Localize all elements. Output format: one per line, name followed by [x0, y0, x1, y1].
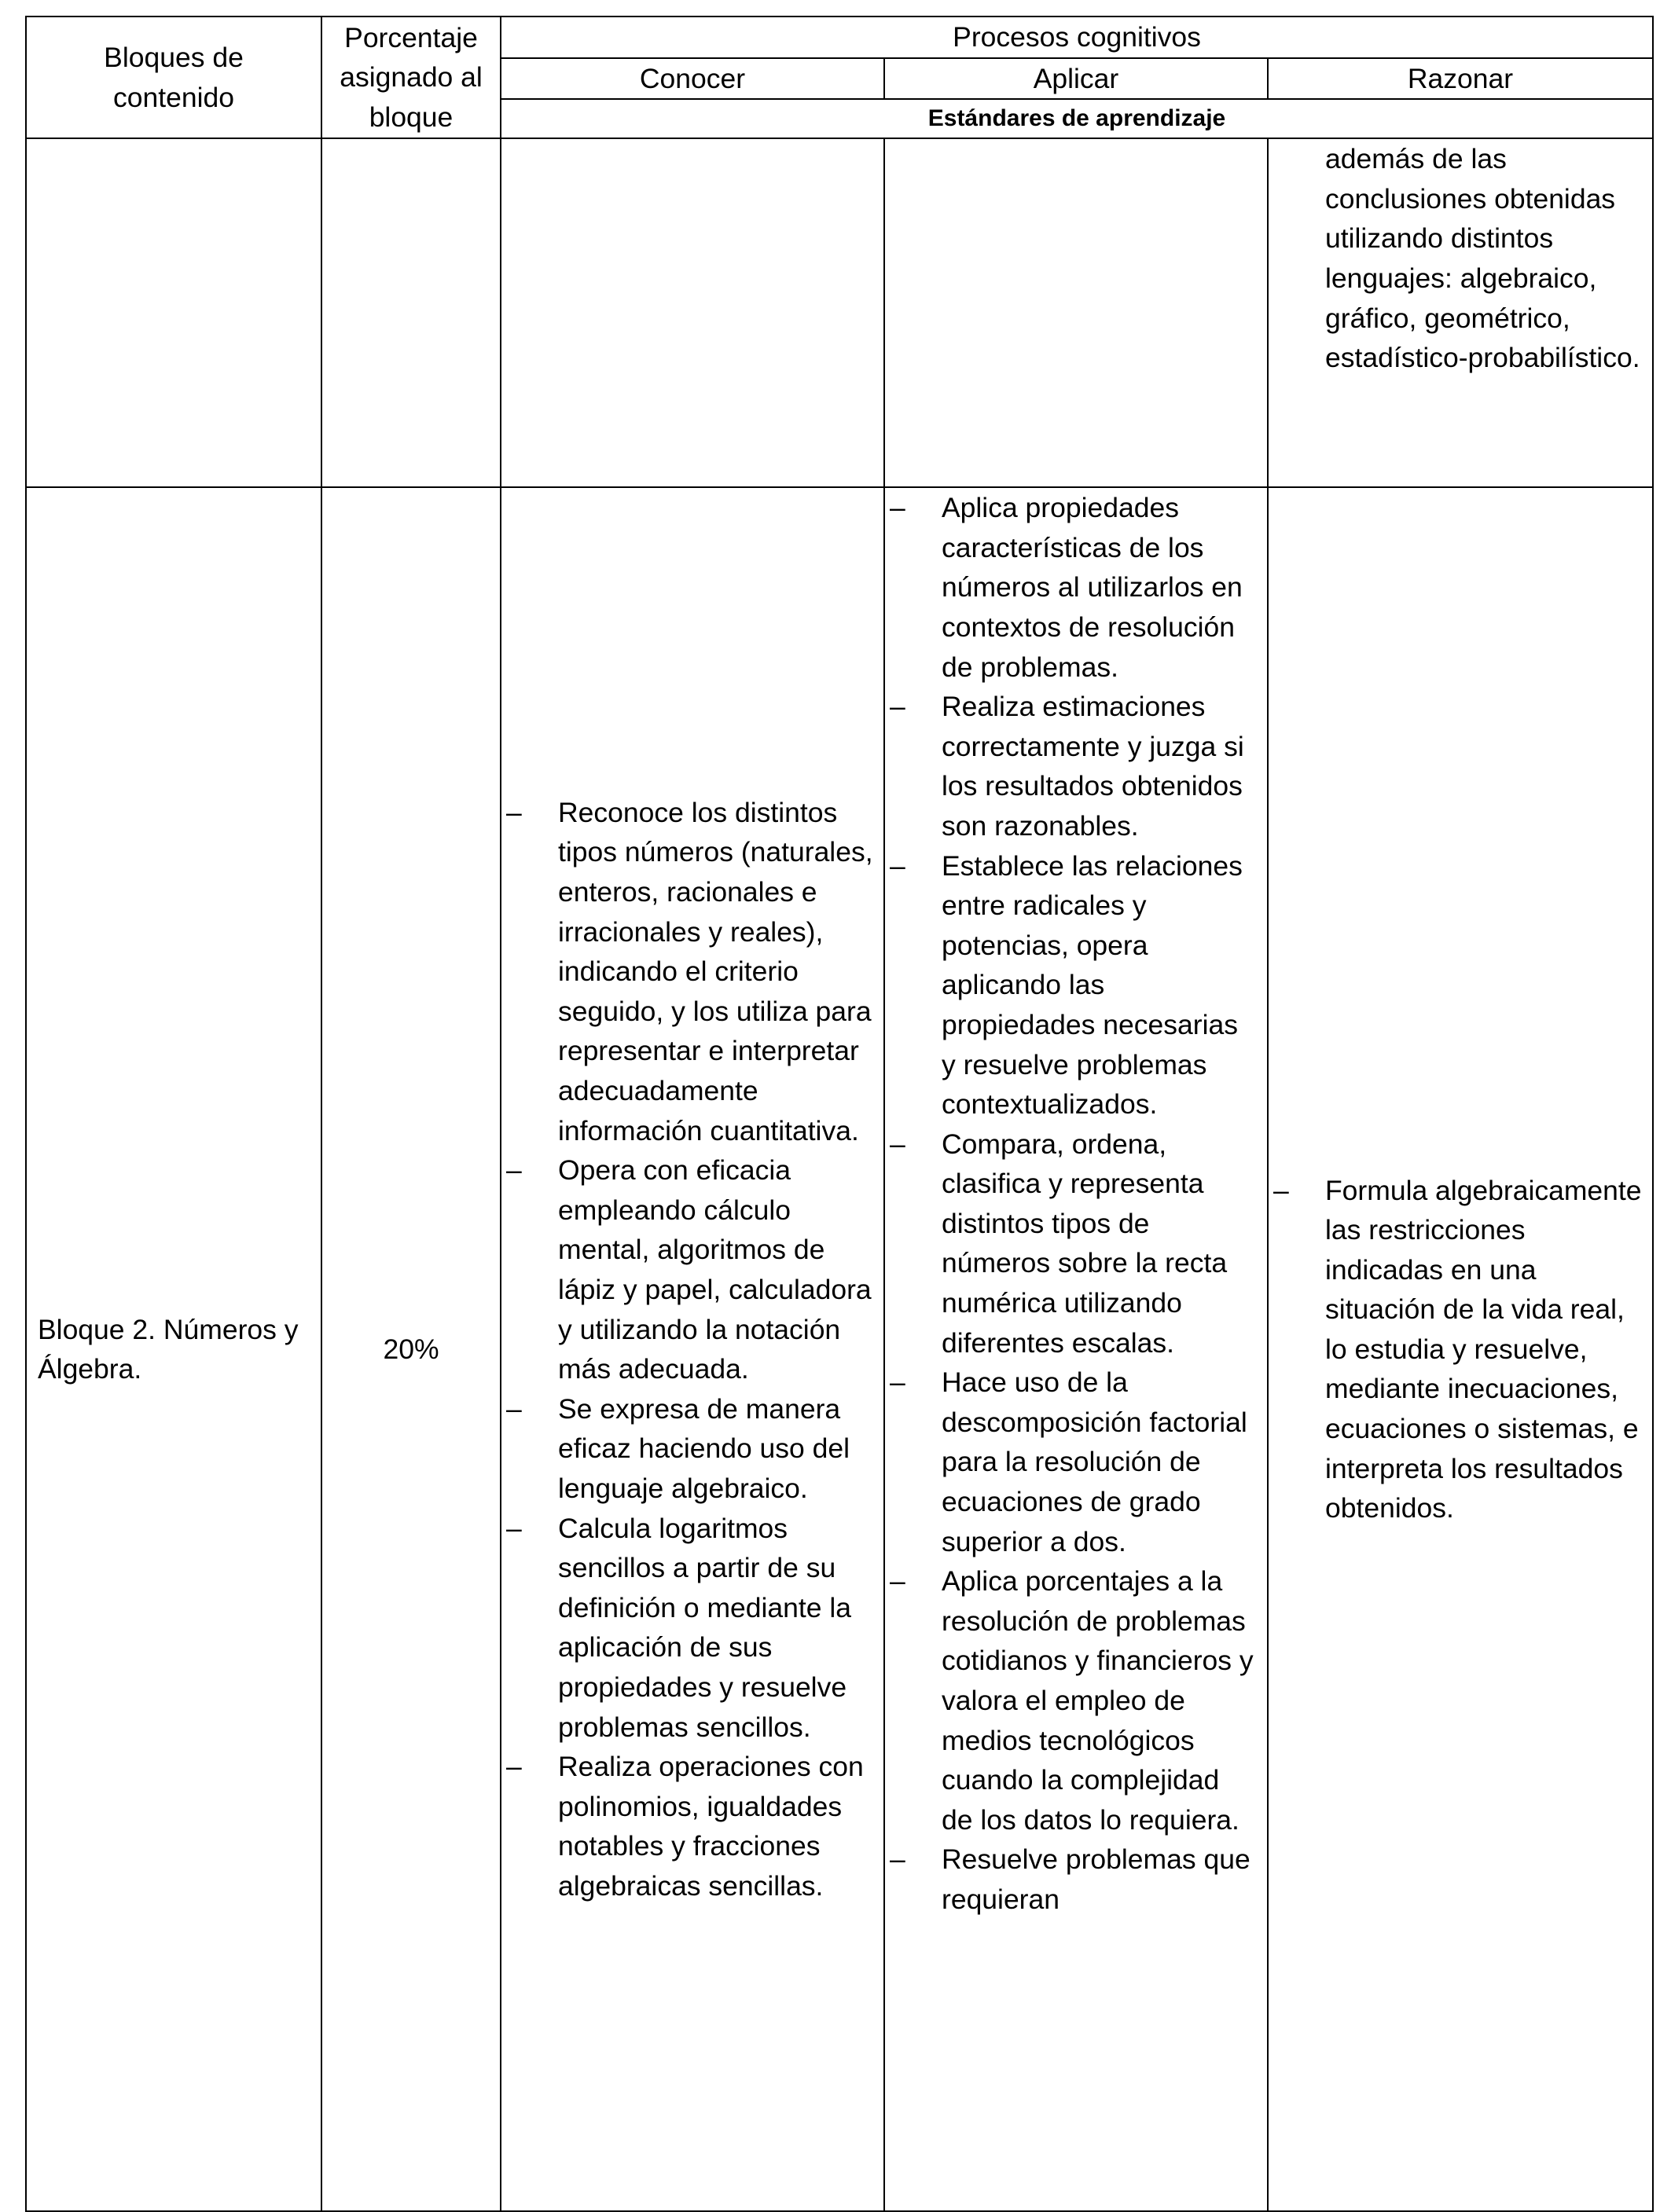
dash-icon: –	[506, 1512, 522, 1544]
dash-icon: –	[890, 691, 905, 723]
razonar-list	[1269, 1171, 1652, 1528]
header-razonar-label: Razonar	[1407, 62, 1514, 94]
aplicar-item-text: Aplica propiedades características de los números al utilizarlos en contextos de resolución de problemas.	[942, 492, 1243, 683]
bloque2-aplicar-cell	[884, 487, 1268, 2211]
aplicar-list	[885, 488, 1267, 1919]
header-row-1	[26, 17, 1653, 58]
continuation-conocer-cell	[501, 138, 884, 487]
header-bloques-label: Bloques de contenido	[104, 42, 244, 113]
bloque2-name: Bloque 2. Números y Álgebra.	[38, 1313, 299, 1385]
aplicar-item	[885, 488, 1267, 687]
aplicar-item	[885, 1840, 1267, 1919]
dash-icon: –	[506, 1392, 522, 1425]
standards-table	[25, 16, 1654, 2212]
bloque2-razonar-cell	[1268, 487, 1653, 2211]
bloque2-conocer-cell	[501, 487, 884, 2211]
conocer-item-text: Calcula logaritmos sencillos a partir de su definición o mediante la aplicación de sus propiedades y resuelve problemas sencillos.	[558, 1512, 851, 1743]
razonar-item-text: Formula algebraicamente las restricciones indicadas en una situación de la vida real, lo estudia y resuelve, mediante inecuaciones, ecuaciones o sistemas, e interpreta los resultados obtenidos.	[1325, 1174, 1642, 1524]
conocer-item	[501, 1389, 883, 1509]
bloque2-name-cell	[26, 487, 321, 2211]
aplicar-item-text: Hace uso de la descomposición factorial para la resolución de ecuaciones de grado superior a dos.	[942, 1366, 1247, 1557]
dash-icon: –	[506, 1751, 522, 1783]
bloque2-percentage: 20%	[383, 1333, 439, 1365]
header-procesos-label: Procesos cognitivos	[953, 21, 1201, 53]
dash-icon: –	[890, 492, 905, 524]
continuation-porcentaje-cell	[321, 138, 501, 487]
conocer-item	[501, 1509, 883, 1748]
conocer-item-text: Opera con eficacia empleando cálculo mental, algoritmos de lápiz y papel, calculadora y utilizando la notación más adecuada.	[558, 1154, 872, 1385]
dash-icon: –	[506, 796, 522, 828]
header-razonar	[1268, 58, 1653, 100]
conocer-item	[501, 793, 883, 1150]
aplicar-item-text: Realiza estimaciones correctamente y juzga si los resultados obtenidos son razonables.	[942, 691, 1244, 842]
dash-icon: –	[890, 1565, 905, 1598]
conocer-item-text: Se expresa de manera eficaz haciendo uso del lenguaje algebraico.	[558, 1392, 850, 1504]
header-conocer	[501, 58, 884, 100]
dash-icon: –	[890, 849, 905, 882]
header-aplicar-label: Aplicar	[1033, 62, 1119, 94]
header-estandares-label: Estándares de aprendizaje	[927, 105, 1226, 132]
razonar-item	[1269, 1171, 1652, 1528]
aplicar-item	[885, 687, 1267, 846]
dash-icon: –	[890, 1128, 905, 1160]
aplicar-item	[885, 1561, 1267, 1840]
header-porcentaje	[321, 17, 501, 138]
continuation-row	[26, 138, 1653, 487]
conocer-item	[501, 1747, 883, 1906]
dash-icon: –	[506, 1154, 522, 1187]
conocer-item-text: Reconoce los distintos tipos números (naturales, enteros, racionales e irracionales y reales), indicando el criterio seguido, y los utiliza para representar e interpretar adecuadamente información cuantitativa.	[558, 796, 873, 1146]
header-porcentaje-label: Porcentaje asignado al bloque	[340, 21, 483, 133]
dash-icon: –	[890, 1366, 905, 1399]
continuation-razonar-text: además de las conclusiones obtenidas utilizando distintos lenguajes: algebraico, gráfico, geométrico, estadístico-probabilístico.	[1325, 143, 1640, 374]
aplicar-item	[885, 1124, 1267, 1363]
continuation-bloques-cell	[26, 138, 321, 487]
conocer-item	[501, 1150, 883, 1389]
aplicar-item-text: Establece las relaciones entre radicales y potencias, opera aplicando las propiedades necesarias y resuelve problemas contextualizados.	[942, 849, 1243, 1121]
header-bloques	[26, 17, 321, 138]
aplicar-item-text: Resuelve problemas que requieran	[942, 1843, 1250, 1915]
continuation-aplicar-cell	[884, 138, 1268, 487]
header-aplicar	[884, 58, 1268, 100]
conocer-list	[501, 793, 883, 1906]
continuation-razonar-cell	[1268, 138, 1653, 487]
dash-icon: –	[1273, 1174, 1289, 1206]
aplicar-item-text: Aplica porcentajes a la resolución de problemas cotidianos y financieros y valora el empleo de medios tecnológicos cuando la complejidad de los datos lo requiera.	[942, 1565, 1254, 1836]
header-procesos	[501, 17, 1653, 58]
header-conocer-label: Conocer	[639, 62, 746, 94]
aplicar-item-text: Compara, ordena, clasifica y representa distintos tipos de números sobre la recta numérica utilizando diferentes escalas.	[942, 1128, 1228, 1359]
aplicar-item	[885, 846, 1267, 1124]
dash-icon: –	[890, 1843, 905, 1876]
header-estandares	[501, 99, 1653, 138]
conocer-item-text: Realiza operaciones con polinomios, igualdades notables y fracciones algebraicas sencillas.	[558, 1751, 864, 1902]
bloque2-row	[26, 487, 1653, 2211]
bloque2-percentage-cell	[321, 487, 501, 2211]
aplicar-item	[885, 1363, 1267, 1561]
